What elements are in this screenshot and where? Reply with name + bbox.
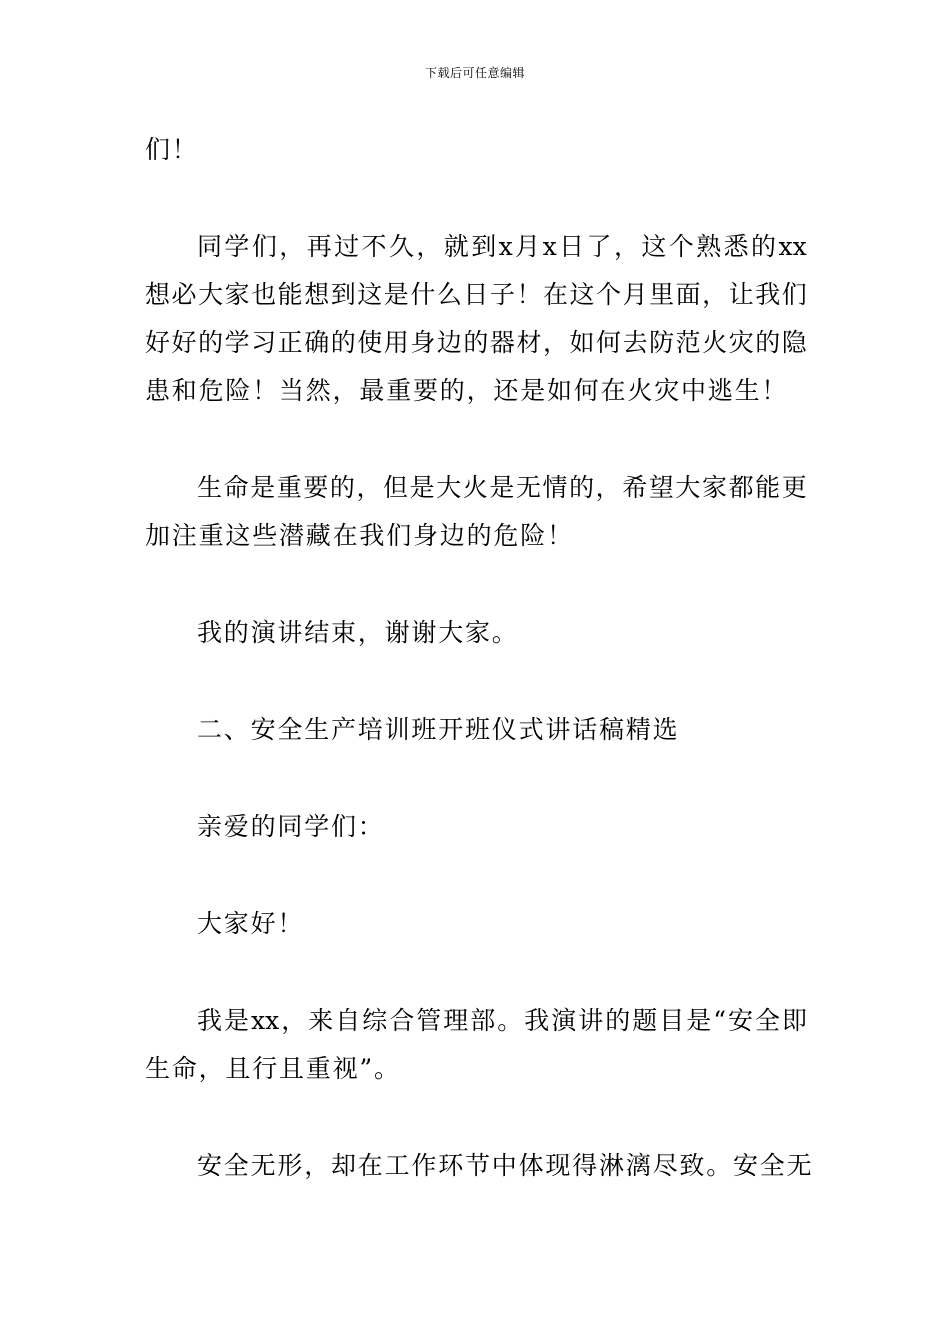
text-line: 生命，且行且重视”。	[145, 1054, 401, 1083]
paragraph-introduction	[145, 997, 807, 1093]
paragraph-greeting	[145, 900, 807, 948]
text-line: 同 学 们 ， 再 过 不 久 ， 就 到 x 月 x 日 了 ， 这 个 熟 悉 的 xx	[197, 232, 807, 261]
text-line: 大家好！	[197, 909, 305, 938]
paragraph-fire-safety-month	[145, 223, 807, 415]
text-line: 安全无形，却在工作环节中体现得淋漓尽致。安全无	[197, 1151, 814, 1180]
text-line: 生 命 是 重 要 的 ， 但 是 大 火 是 无 情 的 ， 希 望 大 家 都 能 更	[197, 473, 807, 502]
page-header-note: 下载后可任意编辑	[424, 66, 525, 80]
text-line: 加注重这些潜藏在我们身边的危险！	[145, 521, 574, 550]
text-line: 好 好 的 学 习 正 确 的 使 用 身 边 的 器 材 ， 如 何 去 防 范 火 灾 的 隐	[145, 328, 807, 357]
text-line: 患和危险！当然，最重要的，还是如何在火灾中逃生！	[145, 376, 789, 405]
paragraph-continuation	[145, 126, 807, 174]
paragraph-speech-end	[145, 609, 807, 657]
paragraph-life-important	[145, 464, 807, 560]
document-body	[145, 126, 814, 1239]
text-line: 我的演讲结束，谢谢大家。	[197, 618, 519, 647]
paragraph-salutation	[145, 803, 807, 851]
text-line: 我 是 xx ， 来 自 综 合 管 理 部 。 我 演 讲 的 题 目 是 “ 安 全 即	[197, 1006, 807, 1035]
text-line: 们！	[145, 135, 199, 164]
text-line: 二、安全生产培训班开班仪式讲话稿精选	[197, 715, 680, 744]
section-heading	[145, 706, 807, 754]
text-line: 想 必 大 家 也 能 想 到 这 是 什 么 日 子 ！ 在 这 个 月 里 面 ， 让 我 们	[145, 280, 807, 309]
paragraph-safety-invisible	[145, 1142, 814, 1190]
text-line: 亲爱的同学们：	[197, 812, 385, 841]
